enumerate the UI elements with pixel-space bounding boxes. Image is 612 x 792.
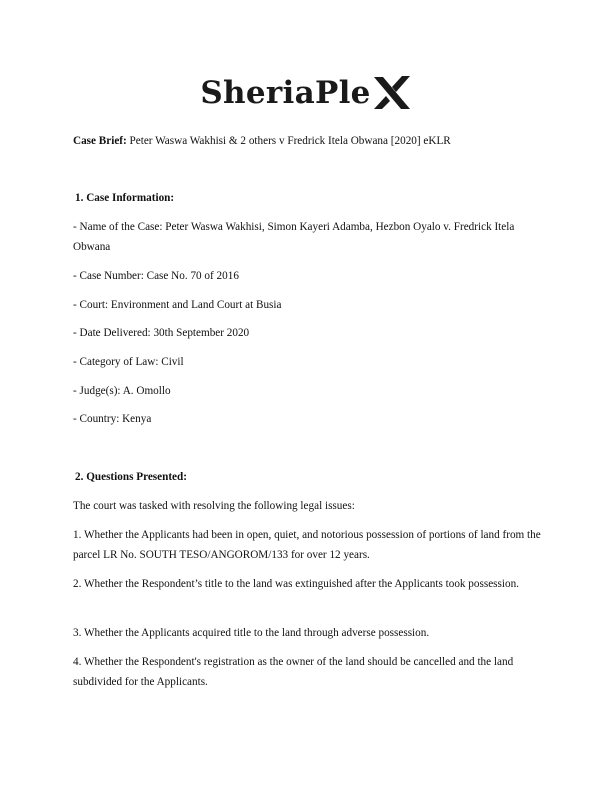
case-brief-title: Peter Waswa Wakhisi & 2 others v Fredrick Itela Obwana [2020] eKLR xyxy=(129,135,451,147)
case-brief-line xyxy=(73,131,541,151)
section-heading-questions-presented: 2. Questions Presented: xyxy=(75,471,187,483)
country-item: - Country: Kenya xyxy=(73,413,152,425)
logo-text: SheriaPle xyxy=(200,75,371,111)
judges-item: - Judge(s): A. Omollo xyxy=(73,385,171,397)
question-item: 1. Whether the Applicants had been in open, quiet, and notorious possession of portions of land from the parcel LR No. SOUTH TESO/ANGOROM/133 for over 12 years. xyxy=(73,529,541,561)
question-item: 4. Whether the Respondent's registration as the owner of the land should be cancelled and the land subdivided for the Applicants. xyxy=(73,656,514,688)
case-brief-label: Case Brief: xyxy=(73,135,127,147)
question-item: 3. Whether the Applicants acquired title to the land through adverse possession. xyxy=(73,627,430,639)
case-name-item: - Name of the Case: Peter Waswa Wakhisi, Simon Kayeri Adamba, Hezbon Oyalo v. Fredrick Itela Obwana xyxy=(73,221,515,253)
logo-x-mark-icon xyxy=(372,74,412,112)
questions-intro: The court was tasked with resolving the following legal issues: xyxy=(73,500,355,512)
section-heading-case-information: 1. Case Information: xyxy=(75,192,175,204)
category-item: - Category of Law: Civil xyxy=(73,356,184,368)
case-number-item: - Case Number: Case No. 70 of 2016 xyxy=(73,270,239,282)
sheriaplex-logo xyxy=(0,74,612,109)
date-delivered-item: - Date Delivered: 30th September 2020 xyxy=(73,327,250,339)
court-item: - Court: Environment and Land Court at Busia xyxy=(73,299,282,311)
question-item: 2. Whether the Respondent’s title to the land was extinguished after the Applicants took possession. xyxy=(73,578,519,590)
